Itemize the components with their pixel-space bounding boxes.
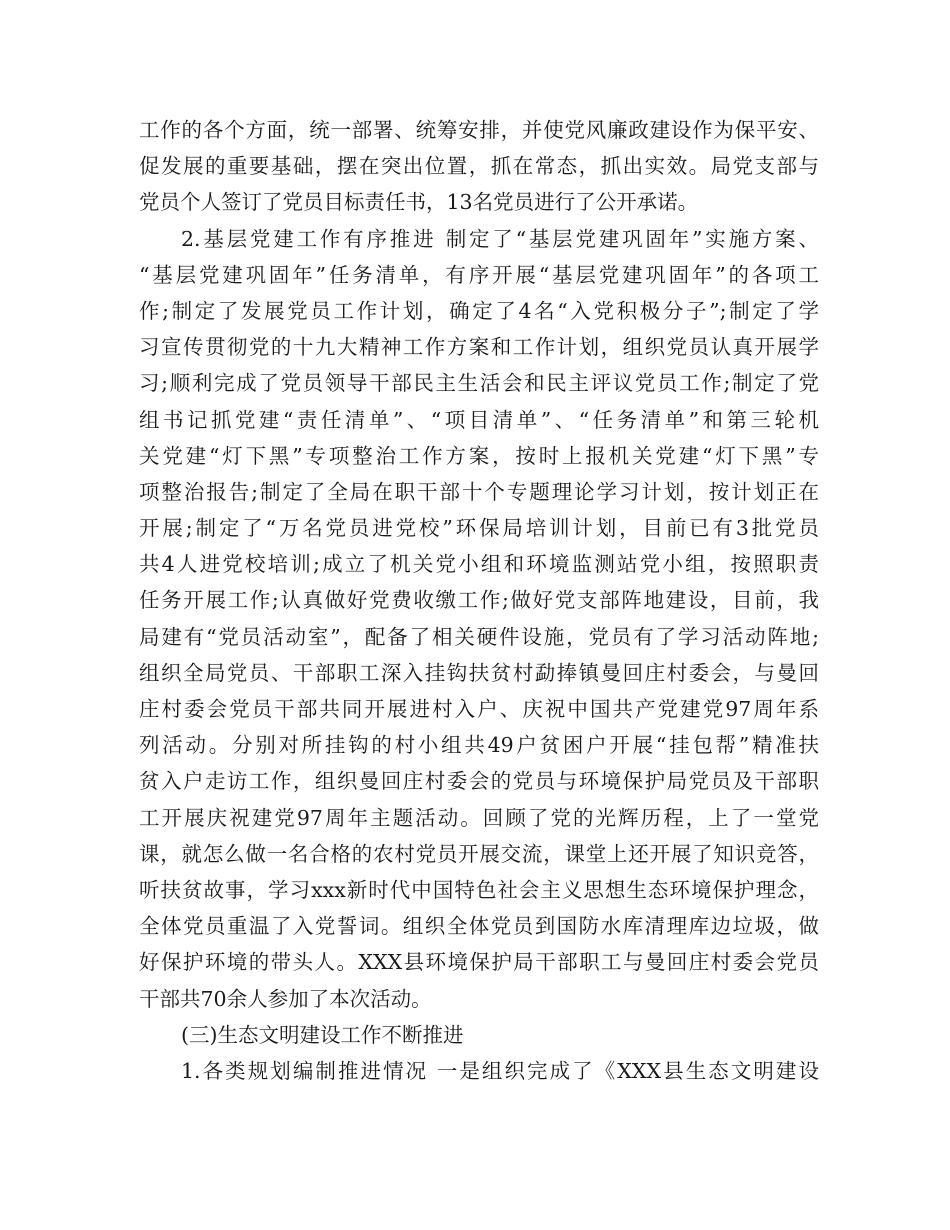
text-line: 组书记抓党建“责任清单”、“项目清单”、“任务清单”和第三轮机 [139,407,819,432]
text-line: 促发展的重要基础，摆在突出位置，抓在常态，抓出实效。局党支部与 [139,154,819,179]
text-line: 开展;制定了“万名党员进党校”环保局培训计划，目前已有3批党员 [139,516,819,541]
text-line: 局建有“党员活动室”，配备了相关硬件设施，党员有了学习活动阵地; [139,624,819,649]
text-line: 好保护环境的带头人。XXX县环境保护局干部职工与曼回庄村委会党员 [139,950,819,975]
text-line: 工开展庆祝建党97周年主题活动。回顾了党的光辉历程，上了一堂党 [139,805,819,830]
text-line: 工作的各个方面，统一部署、统筹安排，并使党风廉政建设作为保平安、 [139,118,819,142]
text-line: 项整治报告;制定了全局在职干部十个专题理论学习计划，按计划正在 [139,479,819,504]
text-line: 2.基层党建工作有序推进 制定了“基层党建巩固年”实施方案、 [181,226,819,251]
text-line: 贫入户走访工作，组织曼回庄村委会的党员与环境保护局党员及干部职 [139,769,819,794]
text-line: 习宣传贯彻党的十九大精神工作方案和工作计划，组织党员认真开展学 [139,335,819,360]
body-text [139,112,819,1089]
text-line: 课，就怎么做一名合格的农村党员开展交流，课堂上还开展了知识竞答， [139,841,819,866]
text-line: 党员个人签订了党员目标责任书，13名党员进行了公开承诺。 [139,190,699,215]
text-line: 任务开展工作;认真做好党费收缴工作;做好党支部阵地建设，目前，我 [139,588,819,613]
text-line: 关党建“灯下黑”专项整治工作方案，按时上报机关党建“灯下黑”专 [139,443,819,468]
text-line: 全体党员重温了入党誓词。组织全体党员到国防水库清理库边垃圾，做 [139,914,819,939]
text-line: 1.各类规划编制推进情况 一是组织完成了《XXX县生态文明建设 [181,1058,819,1083]
text-line: 共4人进党校培训;成立了机关党小组和环境监测站党小组，按照职责 [139,552,819,577]
text-line: “基层党建巩固年”任务清单，有序开展“基层党建巩固年”的各项工 [139,262,819,287]
text-line: 作;制定了发展党员工作计划，确定了4名“入党积极分子”;制定了学 [139,298,819,323]
text-line: 庄村委会党员干部共同开展进村入户、庆祝中国共产党建党97周年系 [139,697,819,721]
text-line: (三)生态文明建设工作不断推进 [181,1022,464,1047]
text-line: 习;顺利完成了党员领导干部民主生活会和民主评议党员工作;制定了党 [139,371,819,396]
text-line: 组织全局党员、干部职工深入挂钩扶贫村勐捧镇曼回庄村委会，与曼回 [139,660,819,685]
text-line: 听扶贫故事，学习xxx新时代中国特色社会主义思想生态环境保护理念， [139,877,819,902]
text-line: 列活动。分别对所挂钩的村小组共49户贫困户开展“挂包帮”精准扶 [139,733,819,758]
text-line: 干部共70余人参加了本次活动。 [139,986,432,1011]
